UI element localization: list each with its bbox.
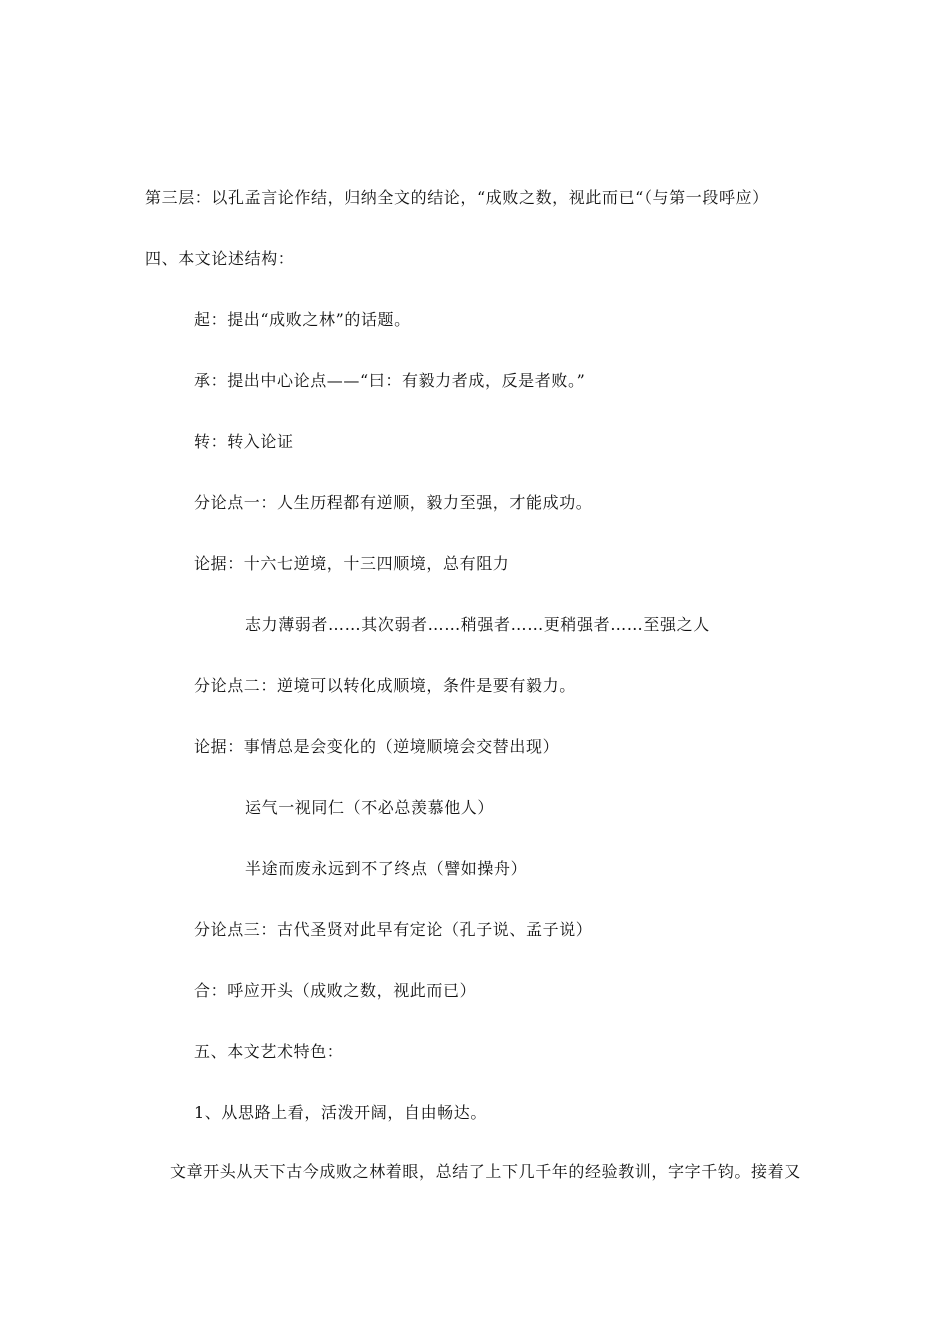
sub-argument-two: 分论点二：逆境可以转化成顺境，条件是要有毅力。 [194, 676, 576, 695]
structure-cheng: 承：提出中心论点——“曰：有毅力者成，反是者败。” [194, 371, 586, 390]
structure-qi: 起：提出“成败之林”的话题。 [194, 310, 411, 329]
paragraph-third-layer: 第三层：以孔孟言论作结，归纳全文的结论，“成败之数，视此而已“（与第一段呼应） [145, 188, 769, 207]
evidence-one: 论据：十六七逆境，十三四顺境，总有阻力 [194, 554, 510, 573]
evidence-two-detail-boat: 半途而废永远到不了终点（譬如操舟） [245, 859, 528, 878]
feature-one-body: 文章开头从天下古今成败之林着眼，总结了上下几千年的经验教训，字字千钧。接着又 [170, 1162, 801, 1181]
sub-argument-three: 分论点三：古代圣贤对此早有定论（孔子说、孟子说） [194, 920, 593, 939]
evidence-one-detail: 志力薄弱者……其次弱者……稍强者……更稍强者……至强之人 [245, 615, 710, 634]
evidence-two-detail-luck: 运气一视同仁（不必总羡慕他人） [245, 798, 495, 817]
evidence-two: 论据：事情总是会变化的（逆境顺境会交替出现） [194, 737, 560, 756]
structure-zhuan: 转：转入论证 [194, 432, 294, 451]
feature-one-heading: 1、从思路上看，活泼开阔，自由畅达。 [194, 1103, 487, 1122]
structure-he: 合：呼应开头（成败之数，视此而已） [194, 981, 477, 1000]
sub-argument-one: 分论点一：人生历程都有逆顺，毅力至强，才能成功。 [194, 493, 593, 512]
section-heading-structure: 四、本文论述结构： [145, 249, 295, 268]
section-heading-features: 五、本文艺术特色： [194, 1042, 344, 1061]
